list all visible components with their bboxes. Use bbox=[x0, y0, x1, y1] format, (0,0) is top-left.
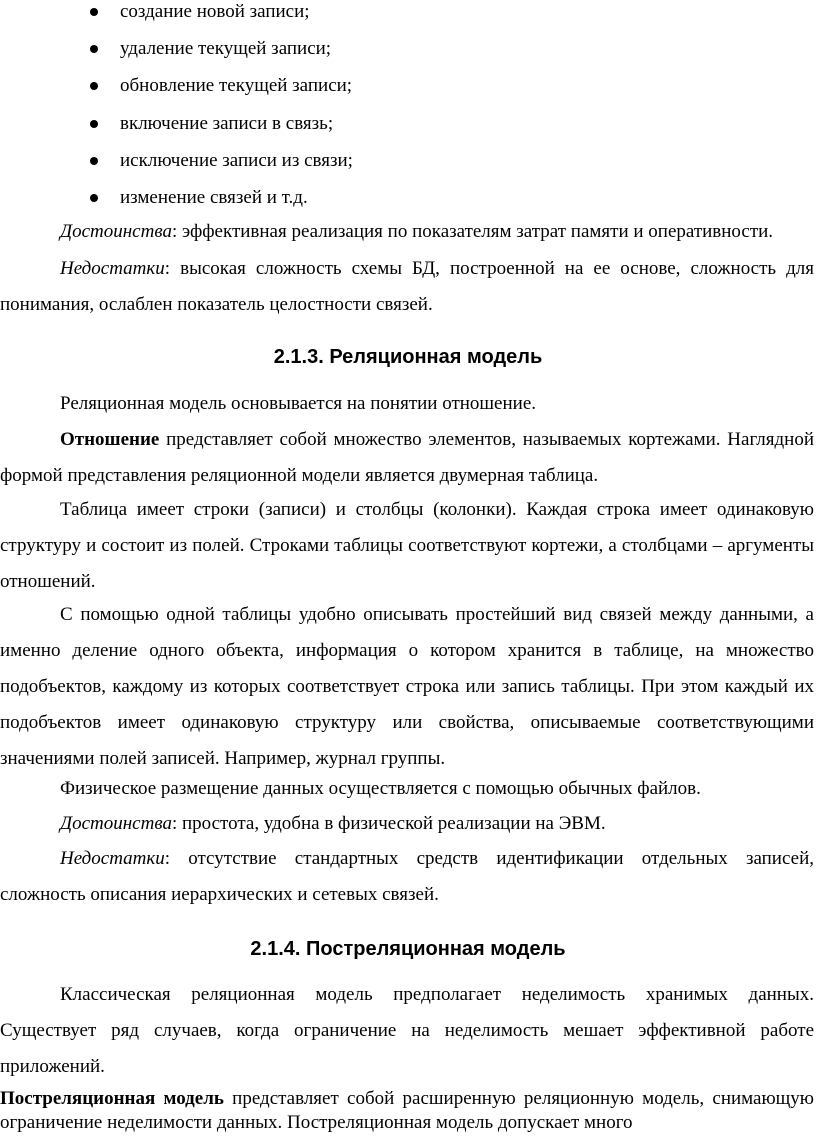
bullet-icon bbox=[90, 194, 98, 202]
relational-advantages-paragraph bbox=[0, 806, 814, 842]
postrelational-definition-text: представляет собой расширенную реляционную модель, снимающую ограничение неделимости данных. Постреляционная модель допускает много bbox=[0, 1088, 814, 1133]
physical-storage-paragraph: Физическое размещение данных осуществляется с помощью обычных файлов. bbox=[60, 778, 701, 799]
list-item bbox=[120, 1, 310, 23]
disadvantages-text: : отсутствие стандартных средств идентификации отдельных записей, сложность описания иерархических и сетевых связей. bbox=[0, 848, 814, 905]
section-heading-2-1-3: 2.1.3. Реляционная модель bbox=[273, 346, 543, 368]
advantages-text: : эффективная реализация по показателям затрат памяти и оперативности. bbox=[171, 221, 774, 242]
postrelational-term: Постреляционная модель bbox=[0, 1088, 224, 1109]
list-item-text: обновление текущей записи; bbox=[120, 75, 353, 96]
relation-term: Отношение bbox=[60, 429, 160, 450]
bullet-icon bbox=[90, 82, 98, 90]
relational-disadvantages-paragraph bbox=[0, 841, 814, 913]
disadvantages-label: Недостатки bbox=[60, 848, 165, 869]
list-item-text: изменение связей и т.д. bbox=[120, 187, 308, 208]
bullet-icon bbox=[90, 45, 98, 53]
list-item-text: исключение записи из связи; bbox=[120, 150, 353, 171]
relational-intro-paragraph: Реляционная модель основывается на понятии отношение. bbox=[60, 393, 537, 414]
list-item bbox=[120, 150, 353, 172]
list-item-text: включение записи в связь; bbox=[120, 113, 334, 134]
list-item bbox=[120, 75, 352, 97]
list-item-text: создание новой записи; bbox=[120, 1, 310, 22]
section-heading-2-1-4: 2.1.4. Постреляционная модель bbox=[250, 938, 566, 960]
disadvantages-label: Недостатки bbox=[60, 258, 165, 279]
relation-definition-paragraph bbox=[0, 422, 814, 494]
bullet-icon bbox=[90, 157, 98, 165]
list-item bbox=[120, 113, 333, 135]
list-item bbox=[120, 38, 331, 60]
relation-definition-text: представляет собой множество элементов, называемых кортежами. Наглядной формой представления реляционной модели является двумерная таблица. bbox=[0, 429, 814, 486]
network-disadvantages-paragraph bbox=[0, 251, 814, 323]
table-usage-paragraph: С помощью одной таблицы удобно описывать простейший вид связей между данными, а именно деление одного объекта, информация о котором хранится в таблице, на множество подобъектов, каждому из которых соответствует строка или запись таблицы. При этом каждый их подобъектов имеет одинаковую структуру или свойства, описываемые соответствующими значениями полей записей. Например, журнал группы. bbox=[0, 604, 814, 769]
table-structure-paragraph: Таблица имеет строки (записи) и столбцы (колонки). Каждая строка имеет одинаковую структуру и состоит из полей. Строками таблицы соответствуют кортежи, а столбцами – аргументы отношений. bbox=[0, 499, 814, 592]
advantages-label: Достоинства bbox=[60, 813, 172, 834]
bullet-icon bbox=[90, 120, 98, 128]
advantages-text: : простота, удобна в физической реализации на ЭВМ. bbox=[171, 813, 606, 834]
bullet-icon bbox=[90, 8, 98, 16]
disadvantages-text: : высокая сложность схемы БД, построенной на ее основе, сложность для понимания, ослаблен показатель целостности связей. bbox=[0, 258, 814, 315]
postrelational-intro-paragraph: Классическая реляционная модель предполагает неделимость хранимых данных. Существует ряд случаев, когда ограничение на неделимость мешает эффективной работе приложений. bbox=[0, 984, 814, 1077]
postrelational-definition-paragraph bbox=[0, 1087, 814, 1135]
list-item-text: удаление текущей записи; bbox=[120, 38, 332, 59]
network-advantages-paragraph bbox=[0, 214, 814, 250]
advantages-label: Достоинства bbox=[60, 221, 172, 242]
list-item bbox=[120, 187, 308, 209]
